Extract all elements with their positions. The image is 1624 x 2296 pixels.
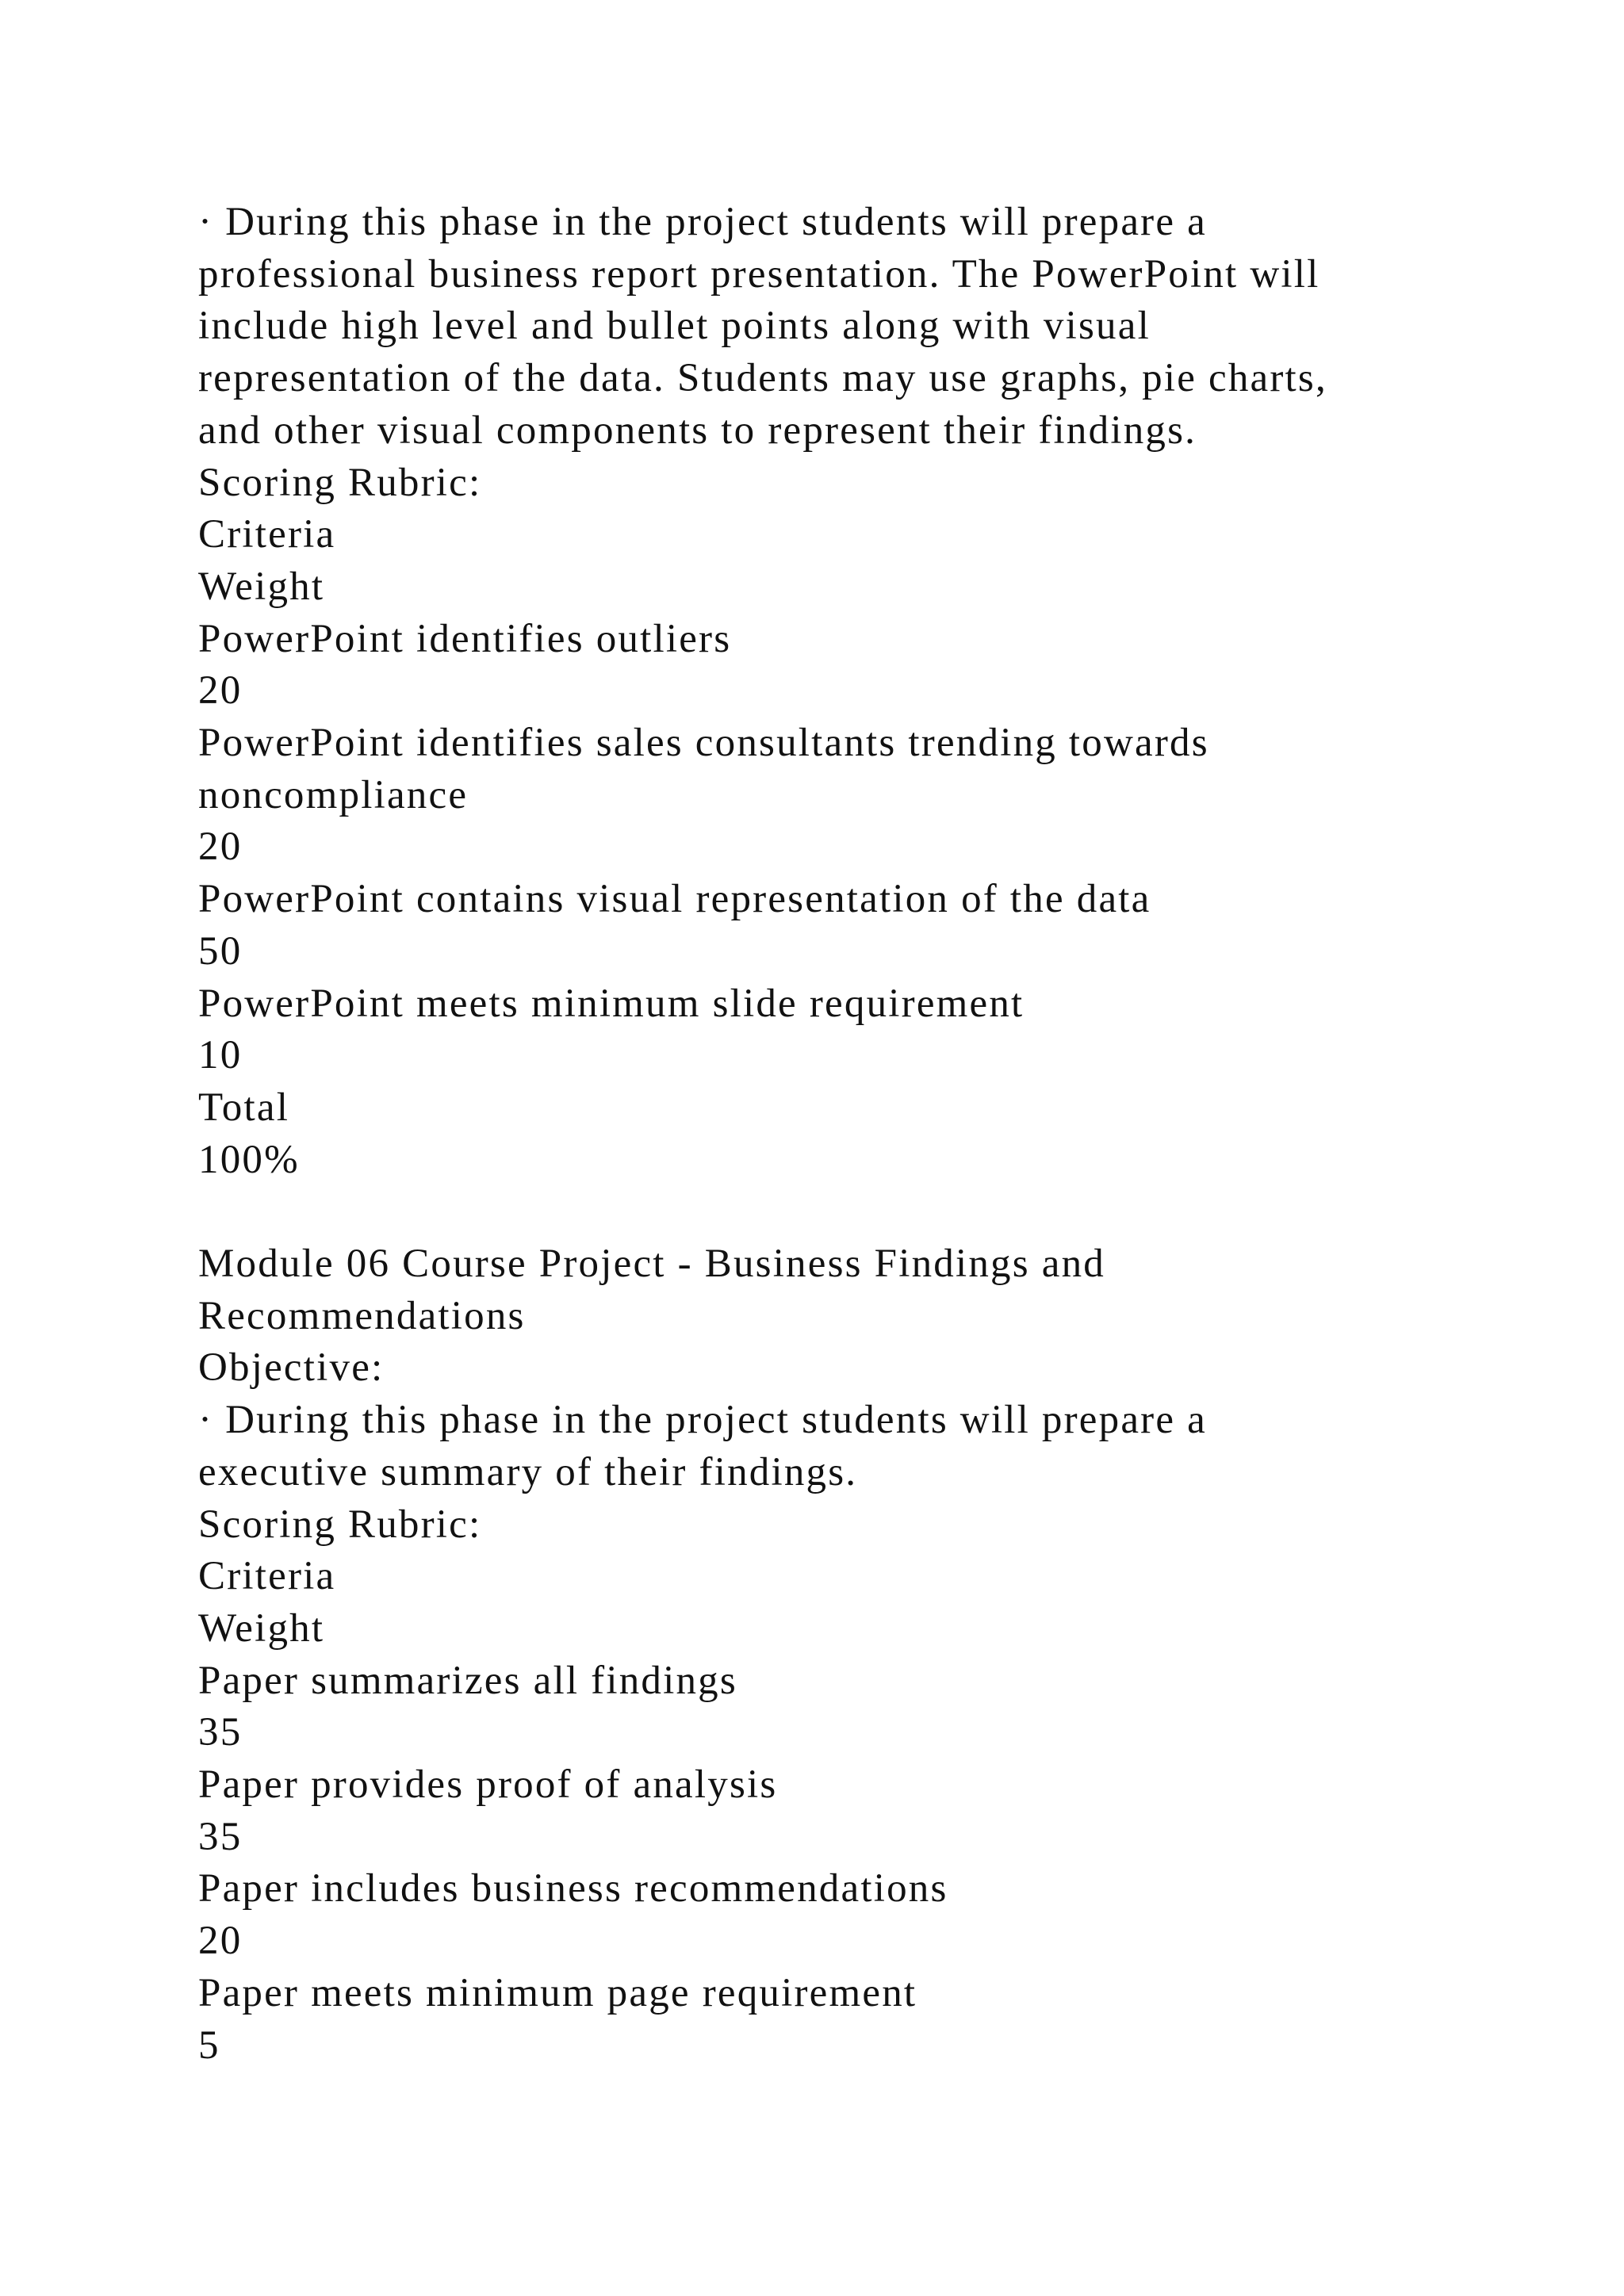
rubric-total-value: 100%: [198, 1137, 300, 1182]
objective-text-line: representation of the data. Students may use graphs, pie charts,: [198, 356, 1327, 401]
rubric-weight: 20: [198, 825, 243, 870]
objective-text-line: executive summary of their findings.: [198, 1449, 858, 1494]
rubric-weight: 10: [198, 1033, 243, 1078]
rubric-header-criteria: Criteria: [198, 1554, 336, 1599]
module-title-line: Module 06 Course Project - Business Findings and: [198, 1242, 1105, 1287]
rubric-weight: 50: [198, 928, 243, 974]
rubric-total-label: Total: [198, 1085, 290, 1130]
rubric-criteria: PowerPoint identifies outliers: [198, 616, 732, 661]
rubric-weight: 35: [198, 1814, 243, 1859]
rubric-criteria: Paper meets minimum page requirement: [198, 1970, 917, 2015]
rubric-criteria: PowerPoint meets minimum slide requirement: [198, 981, 1025, 1026]
rubric-weight: 20: [198, 668, 243, 714]
rubric-header-weight: Weight: [198, 564, 325, 609]
scoring-rubric-label: Scoring Rubric:: [198, 460, 482, 505]
rubric-weight: 35: [198, 1710, 243, 1755]
rubric-criteria: Paper includes business recommendations: [198, 1866, 948, 1911]
rubric-criteria: Paper summarizes all findings: [198, 1658, 737, 1703]
rubric-criteria: PowerPoint identifies sales consultants trending towards: [198, 721, 1209, 766]
paragraph-spacer: [198, 1186, 1467, 1238]
objective-text-line: · During this phase in the project students will prepare a: [198, 200, 1207, 244]
objective-label: Objective:: [198, 1345, 385, 1391]
objective-text-line: · During this phase in the project students will prepare a: [198, 1398, 1207, 1443]
rubric-criteria: noncompliance: [198, 772, 469, 817]
rubric-weight: 5: [198, 2022, 220, 2068]
objective-text-line: include high level and bullet points along with visual: [198, 304, 1151, 349]
rubric-header-weight: Weight: [198, 1605, 325, 1651]
document-body: [198, 197, 1467, 2072]
rubric-criteria: PowerPoint contains visual representation of the data: [198, 877, 1151, 922]
scoring-rubric-label: Scoring Rubric:: [198, 1502, 482, 1547]
rubric-criteria: Paper provides proof of analysis: [198, 1762, 778, 1808]
objective-text-line: and other visual components to represent their findings.: [198, 408, 1197, 453]
rubric-header-criteria: Criteria: [198, 512, 336, 557]
rubric-weight: 20: [198, 1919, 243, 1964]
module-title-line: Recommendations: [198, 1293, 526, 1338]
objective-text-line: professional business report presentation. The PowerPoint will: [198, 251, 1320, 297]
